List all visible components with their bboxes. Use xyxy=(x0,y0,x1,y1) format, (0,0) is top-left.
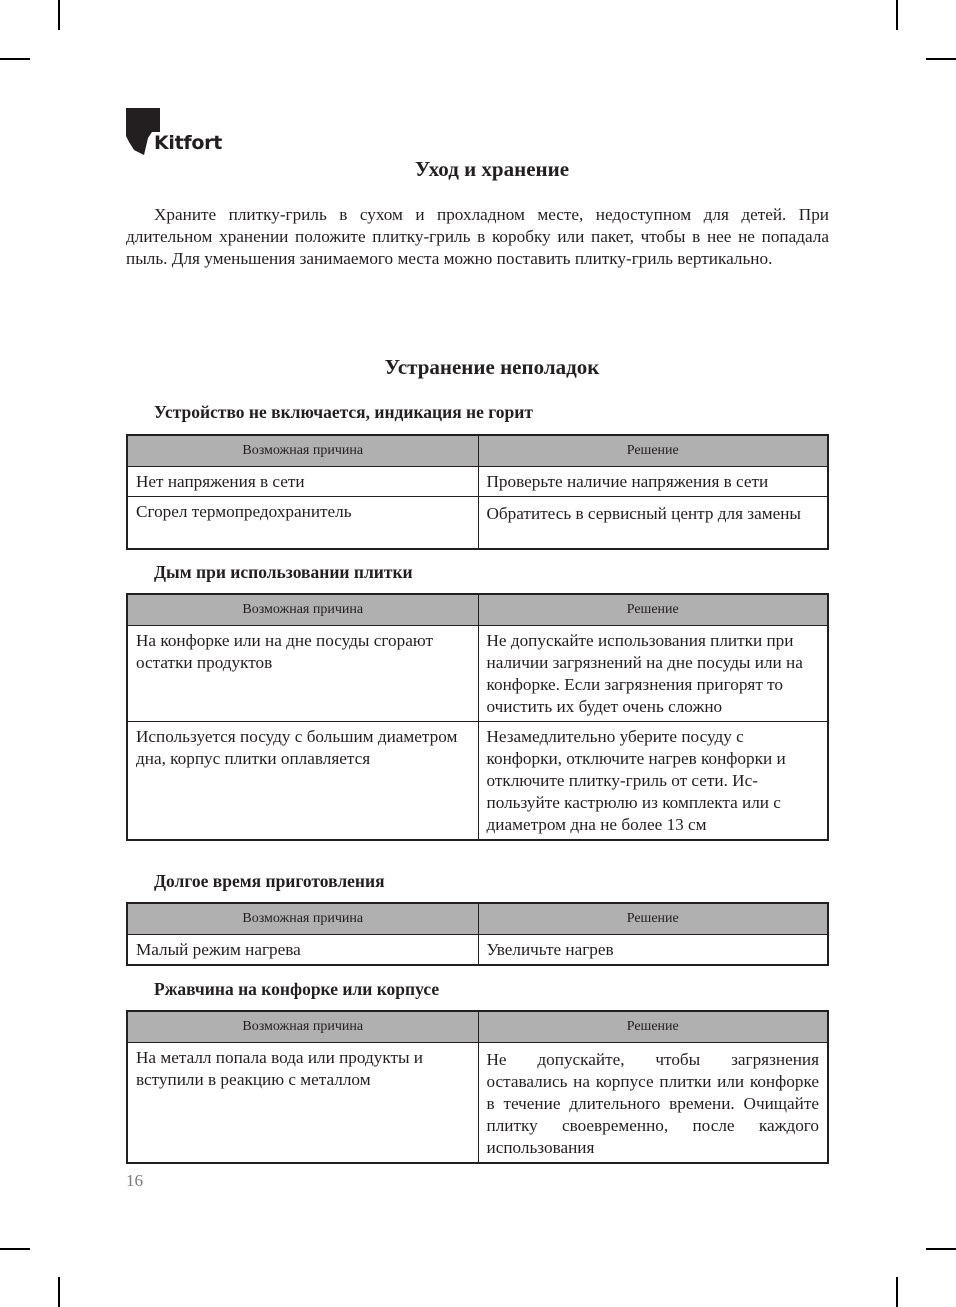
crop-mark xyxy=(896,0,898,30)
column-header-cause: Возможная причина xyxy=(127,594,478,626)
solution-cell: Незамедлительно уберите посуду с конфорки, отключите нагрев конфорки и отключите плитку-гриль от сети. Используйте кастрюлю из комплекта или с диаметром дна не более 13 см xyxy=(478,722,828,841)
crop-mark xyxy=(0,1248,30,1250)
crop-mark xyxy=(896,1277,898,1307)
solution-cell: Не допускайте, чтобы загрязнения оставались на корпусе плитки или конфорке в течение длительного времени. Очищайте плитку своевременно, после каждого использования xyxy=(478,1043,828,1164)
crop-mark xyxy=(926,58,956,60)
brand-logo xyxy=(126,108,226,160)
cause-cell: Нет напряжения в сети xyxy=(127,467,478,497)
table-row xyxy=(127,626,828,722)
section-heading: Устройство не включается, индикация не горит xyxy=(154,402,533,422)
page-number: 16 xyxy=(126,1171,143,1190)
section-heading: Ржавчина на конфорке или корпусе xyxy=(154,979,440,999)
table-row xyxy=(127,1043,828,1164)
table-row xyxy=(127,467,828,497)
table-row xyxy=(127,497,828,550)
crop-mark xyxy=(58,1277,60,1307)
cause-cell: На металл попала вода или продукты и вступили в реакцию с металлом xyxy=(127,1043,478,1164)
section-heading: Дым при использовании плитки xyxy=(154,562,413,582)
column-header-solution: Решение xyxy=(478,435,828,467)
solution-cell: Не допускайте использования плитки при наличии загрязнений на дне посуды или на конфорке. Если загрязнения пригорят то очистить их будет очень сложно xyxy=(478,626,828,722)
column-header-solution: Решение xyxy=(478,594,828,626)
cause-cell: На конфорке или на дне посуды сгорают остатки продуктов xyxy=(127,626,478,722)
table-row xyxy=(127,935,828,966)
column-header-cause: Возможная причина xyxy=(127,1011,478,1043)
troubleshooting-table xyxy=(126,434,829,550)
care-title: Уход и хранение xyxy=(414,157,570,181)
table-row xyxy=(127,722,828,841)
column-header-cause: Возможная причина xyxy=(127,903,478,935)
troubleshooting-title: Устранение неполадок xyxy=(384,355,600,379)
column-header-solution: Решение xyxy=(478,903,828,935)
cause-cell: Используется посуду с большим диаметром дна, корпус плитки оплавляется xyxy=(127,722,478,841)
solution-cell: Увеличьте нагрев xyxy=(478,935,828,966)
section-heading: Долгое время приготовления xyxy=(154,871,385,891)
column-header-solution: Решение xyxy=(478,1011,828,1043)
cause-cell: Сгорел термопредохранитель xyxy=(127,497,478,550)
care-paragraph: Храните плитку-гриль в сухом и прохладном месте, недоступном для детей. При длительном хранении положите плитку-гриль в коробку или пакет, чтобы в нее не попадала пыль. Для уменьшения занимаемого места можно поставить плитку-гриль вертикально. xyxy=(126,205,829,268)
troubleshooting-table xyxy=(126,1010,829,1164)
crop-mark xyxy=(58,0,60,30)
troubleshooting-table xyxy=(126,593,829,841)
solution-cell: Обратитесь в сервисный центр для замены xyxy=(478,497,828,550)
solution-cell: Проверьте наличие напряжения в сети xyxy=(478,467,828,497)
troubleshooting-table xyxy=(126,902,829,966)
brand-name: Kitfort xyxy=(154,132,222,154)
crop-mark xyxy=(926,1248,956,1250)
crop-mark xyxy=(0,58,30,60)
cause-cell: Малый режим нагрева xyxy=(127,935,478,966)
column-header-cause: Возможная причина xyxy=(127,435,478,467)
